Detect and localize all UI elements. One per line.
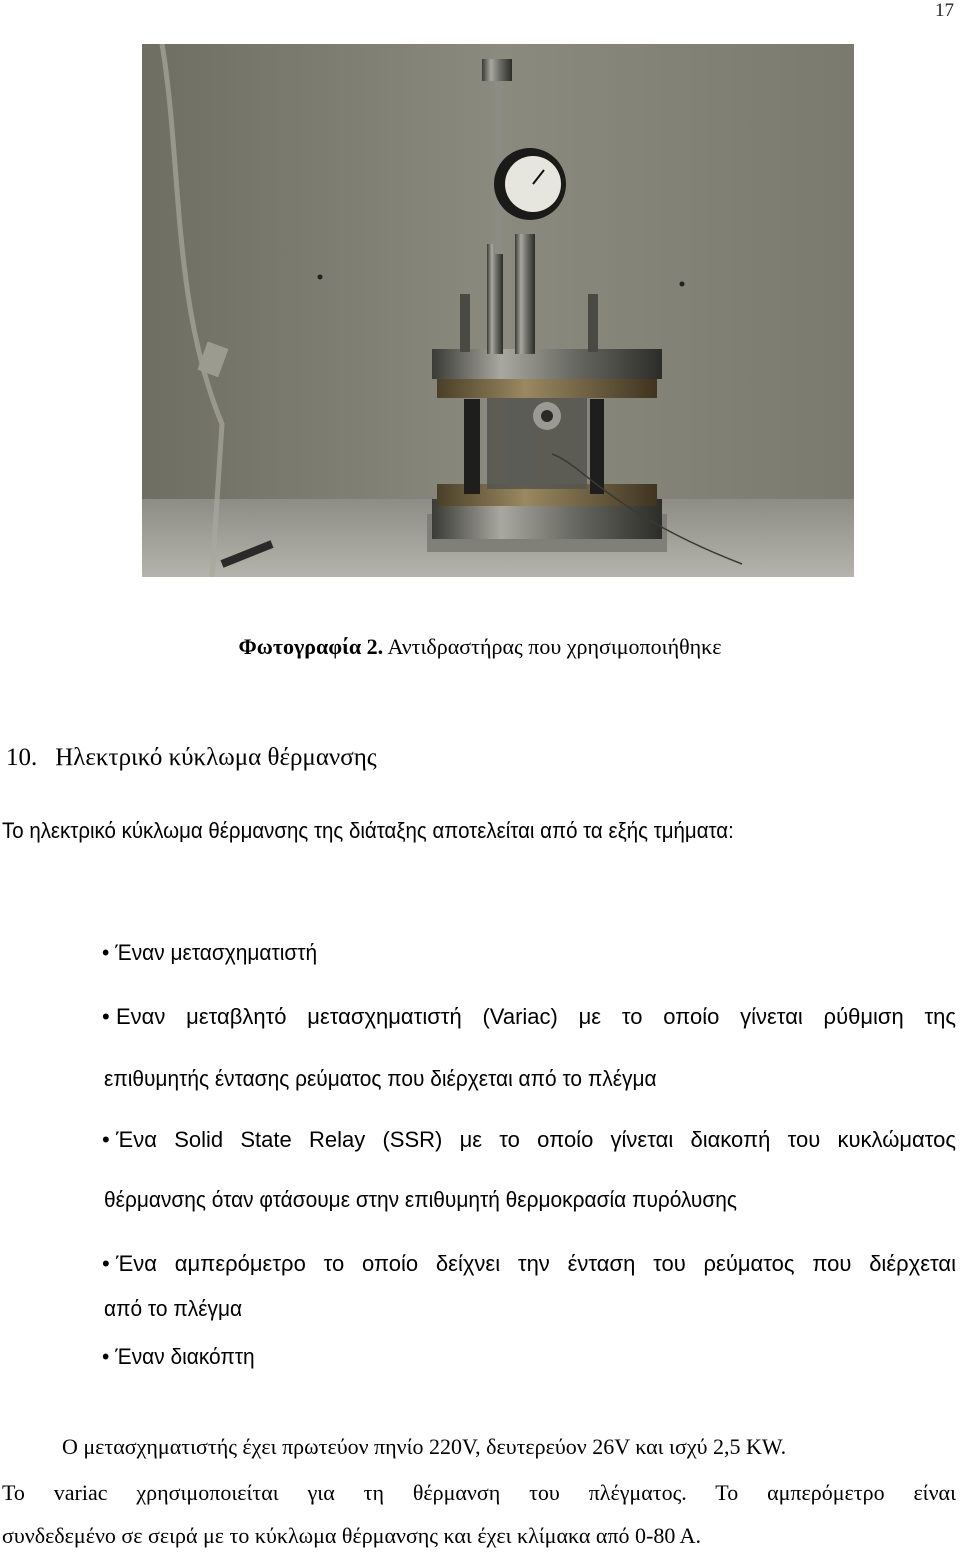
list-item: • Ένα αμπερόμετρο το οποίο δείχνει την ένταση του ρεύματος που διέρχεται (102, 1251, 956, 1276)
page-number: 17 (935, 0, 954, 21)
list-item: • Έναν μετασχηματιστή (102, 940, 318, 965)
list-item: • Εναν μεταβλητό μετασχηματιστή (Variac) με το οποίο γίνεται ρύθμιση της (102, 1004, 956, 1029)
list-item-continuation: από το πλέγμα (104, 1296, 243, 1321)
list-item: • Ένα Solid State Relay (SSR) με το οποίο γίνεται διακοπή του κυκλώματος (102, 1127, 956, 1152)
bullet-icon: • (102, 1004, 110, 1029)
reactor-photo (142, 44, 854, 577)
paragraph-line: Το variac χρησιμοποιείται για τη θέρμανση του πλέγματος. Το αμπερόμετρο είναι (2, 1480, 956, 1505)
caption-text: Αντιδραστήρας που χρησιμοποιήθηκε (387, 634, 722, 659)
list-item: • Έναν διακόπτη (102, 1344, 255, 1369)
bullet-icon: • (102, 1251, 110, 1276)
bullet-icon: • (102, 1344, 110, 1369)
bullet-icon: • (102, 940, 110, 965)
photo-caption (0, 634, 960, 660)
list-item-continuation: θέρμανσης όταν φτάσουμε στην επιθυμητή θερμοκρασία πυρόλυσης (104, 1187, 737, 1212)
paragraph-line: συνδεδεμένο σε σειρά με το κύκλωμα θέρμανσης και έχει κλίμακα από 0-80 Α. (2, 1523, 702, 1548)
caption-label: Φωτογραφία 2. (238, 634, 384, 659)
intro-text: Το ηλεκτρικό κύκλωμα θέρμανσης της διάταξης αποτελείται από τα εξής τμήματα: (2, 818, 734, 843)
bullet-icon: • (102, 1127, 110, 1152)
list-item-continuation: επιθυμητής έντασης ρεύματος που διέρχεται από το πλέγμα (104, 1066, 657, 1091)
section-number: 10. (6, 744, 38, 771)
paragraph-line: Ο μετασχηματιστής έχει πρωτεύον πηνίο 220V, δευτερεύον 26V και ισχύ 2,5 KW. (62, 1434, 787, 1459)
section-title: Ηλεκτρικό κύκλωμα θέρμανσης (55, 744, 377, 771)
section-heading (6, 744, 377, 772)
